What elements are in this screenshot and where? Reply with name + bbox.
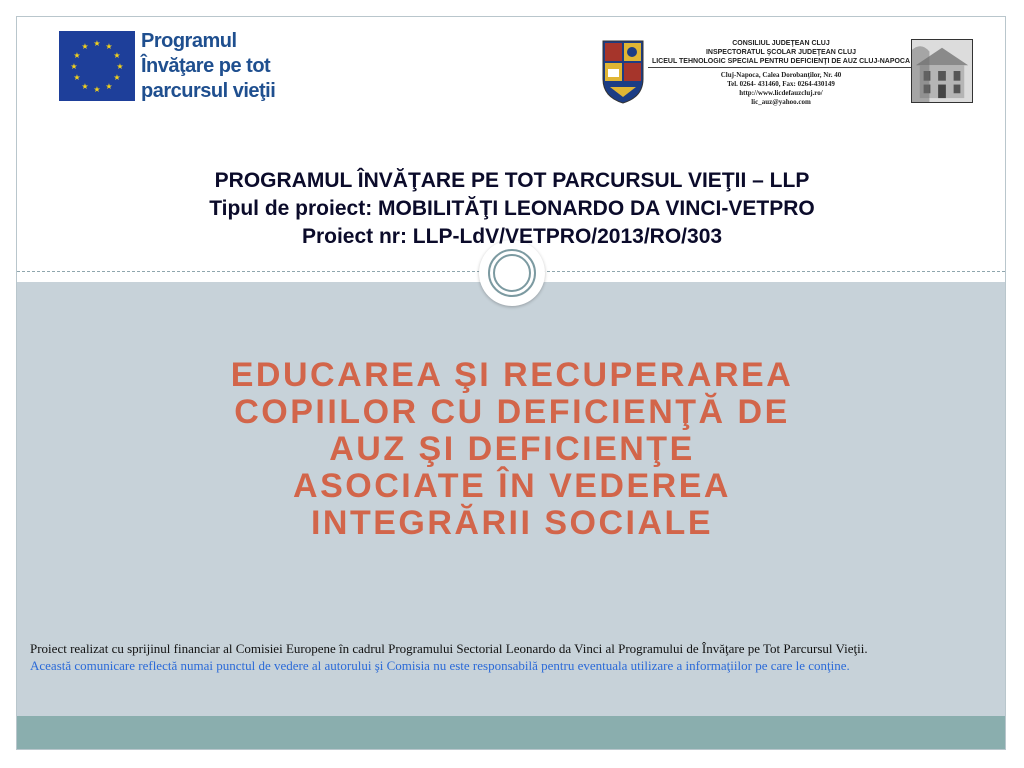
school-email: lic_auz@yahoo.com: [751, 98, 811, 106]
slide-title-line-2: COPIILOR CU DEFICIENŢĂ DE: [234, 393, 790, 431]
project-type: Tipul de proiect: MOBILITĂŢI LEONARDO DA VINCI-VETPRO: [209, 197, 815, 220]
project-header: [57, 167, 967, 251]
school-building-image: [911, 39, 973, 103]
svg-text:★: ★: [81, 82, 89, 91]
svg-text:★: ★: [73, 73, 81, 82]
eu-flag-icon: [59, 31, 135, 101]
slide-bottom-band: [17, 716, 1005, 750]
svg-text:★: ★: [70, 62, 78, 71]
llp-logo: [59, 29, 276, 109]
slide-title-line-4: ASOCIATE ÎN VEDEREA: [293, 467, 731, 505]
funding-statement: Proiect realizat cu sprijinul financiar al Comisiei Europene în cadrul Programului Sectorial Leonardo da Vinci al Programului de Învăţare pe Tot Parcursul Vieţii.: [30, 641, 868, 656]
school-divider: [648, 67, 914, 68]
llp-logo-line-2: Învăţare pe tot: [141, 55, 271, 77]
slide-title-line-5: INTEGRĂRII SOCIALE: [310, 504, 714, 542]
svg-text:★: ★: [113, 51, 121, 60]
school-phone: Tel. 0264- 431460, Fax: 0264-430149: [727, 80, 835, 88]
project-number: Proiect nr: LLP-LdV/VETPRO/2013/RO/303: [301, 225, 723, 248]
school-line-1: CONSILIUL JUDEŢEAN CLUJ: [732, 40, 830, 47]
svg-text:★: ★: [105, 42, 113, 51]
school-logo: [600, 39, 976, 115]
circle-ring-inner: [493, 254, 531, 292]
disclaimer-statement: Această comunicare reflectă numai punctul de vedere al autorului şi Comisia nu este responsabilă pentru eventuala utilizare a informaţiilor pe care le conţine.: [30, 658, 850, 673]
school-line-3: LICEUL TEHNOLOGIC SPECIAL PENTRU DEFICIENŢI DE AUZ CLUJ-NAPOCA: [651, 58, 911, 65]
slide-title-line-3: AUZ ŞI DEFICIENŢE: [329, 430, 695, 468]
school-info: [648, 39, 914, 107]
slide-title-line-1: EDUCAREA ŞI RECUPERAREA: [230, 356, 794, 394]
slide: [16, 16, 1006, 750]
slide-title: [97, 357, 927, 542]
svg-text:★: ★: [73, 51, 81, 60]
school-address: Cluj-Napoca, Calea Dorobanţilor, Nr. 40: [720, 71, 842, 79]
svg-text:★: ★: [116, 62, 124, 71]
school-crest-icon: [600, 39, 646, 105]
funding-notice: [30, 640, 990, 674]
svg-text:★: ★: [113, 73, 121, 82]
llp-logo-text: [141, 29, 276, 104]
svg-text:★: ★: [105, 82, 113, 91]
circle-ring: [488, 249, 536, 297]
program-title: PROGRAMUL ÎNVĂŢARE PE TOT PARCURSUL VIEŢII – LLP: [214, 169, 810, 192]
svg-text:★: ★: [93, 39, 101, 48]
llp-logo-line-1: Programul: [141, 30, 237, 52]
school-line-2: INSPECTORATUL ŞCOLAR JUDEŢEAN CLUJ: [705, 49, 857, 56]
llp-logo-line-3: parcursul vieţii: [141, 80, 276, 102]
svg-text:★: ★: [93, 85, 101, 94]
school-website: http://www.licdefauzcluj.ro/: [739, 89, 823, 97]
svg-text:★: ★: [81, 42, 89, 51]
